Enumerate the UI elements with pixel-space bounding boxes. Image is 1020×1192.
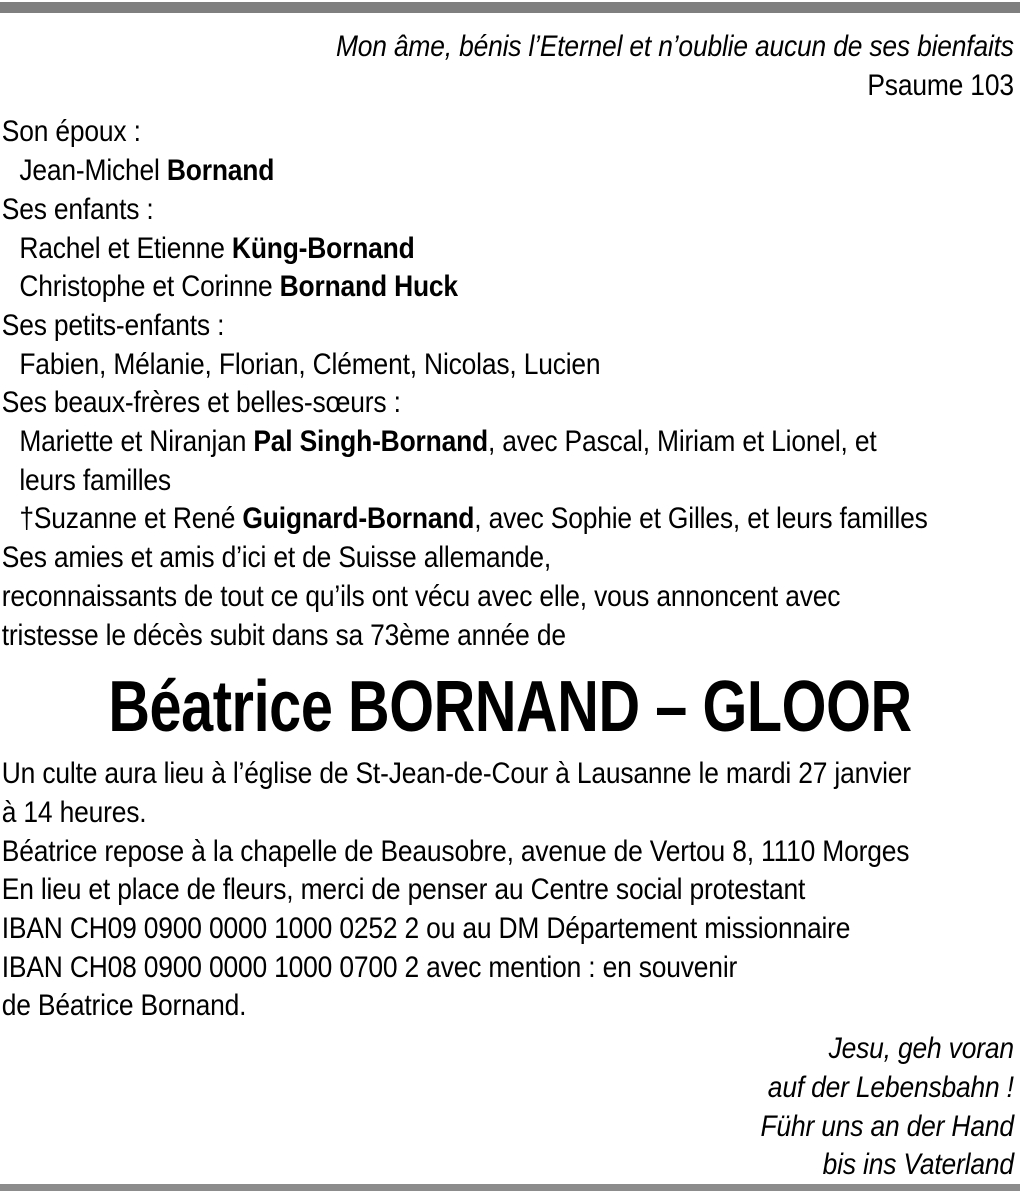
family-line: Ses petits-enfants : (1, 308, 225, 342)
family-line: Fabien, Mélanie, Florian, Clément, Nicolas, Lucien (19, 347, 601, 381)
announcement-line: En lieu et place de fleurs, merci de penser au Centre social protestant (1, 873, 806, 907)
family-line: Christophe et Corinne Bornand Huck (19, 270, 458, 304)
announcement-line: Un culte aura lieu à l’église de St-Jean-de-Cour à Lausanne le mardi 27 janvier (1, 757, 911, 791)
closing-verse-line: bis ins Vaterland (822, 1148, 1014, 1182)
announcement (0, 755, 911, 1026)
closing-verse-line: Führ uns an der Hand (760, 1109, 1014, 1143)
family-line: Ses enfants : (1, 192, 154, 226)
family-line: Jean-Michel Bornand (19, 154, 275, 188)
announcement-line: IBAN CH08 0900 0000 1000 0700 2 avec mention : en souvenir (1, 950, 738, 984)
announcement-line: à 14 heures. (1, 795, 147, 829)
epigraph (122, 0, 1020, 105)
closing-verse (122, 1030, 1020, 1185)
announcement-line: Béatrice repose à la chapelle de Beausobre, avenue de Vertou 8, 1110 Morges (1, 834, 910, 868)
epigraph-quote: Mon âme, bénis l’Eternel et n’oublie aucun de ses bienfaits (335, 30, 1014, 63)
announcement-line: de Béatrice Bornand. (1, 989, 247, 1023)
deceased-name: Béatrice BORNAND – GLOOR (108, 667, 912, 748)
family-line: reconnaissants de tout ce qu’ils ont vécu avec elle, vous annoncent avec (1, 579, 841, 613)
family-line: tristesse le décès subit dans sa 73ème année de (1, 618, 566, 652)
family-list (0, 113, 928, 655)
bottom-rule (0, 1184, 1020, 1191)
family-line: Mariette et Niranjan Pal Singh-Bornand, avec Pascal, Miriam et Lionel, et (19, 425, 877, 459)
family-line: †Suzanne et René Guignard-Bornand, avec Sophie et Gilles, et leurs familles (19, 502, 928, 536)
family-line: Rachel et Etienne Küng-Bornand (19, 231, 415, 265)
psalm-reference: Psaume 103 (867, 68, 1014, 102)
family-line: Ses amies et amis d’ici et de Suisse allemande, (1, 541, 552, 575)
family-line: Son époux : (1, 115, 141, 149)
family-line: leurs familles (19, 463, 171, 497)
closing-verse-line: auf der Lebensbahn ! (767, 1070, 1014, 1104)
closing-verse-line: Jesu, geh voran (828, 1032, 1014, 1066)
family-line: Ses beaux-frères et belles-sœurs : (1, 386, 401, 420)
announcement-line: IBAN CH09 0900 0000 1000 0252 2 ou au DM Département missionnaire (1, 912, 851, 946)
